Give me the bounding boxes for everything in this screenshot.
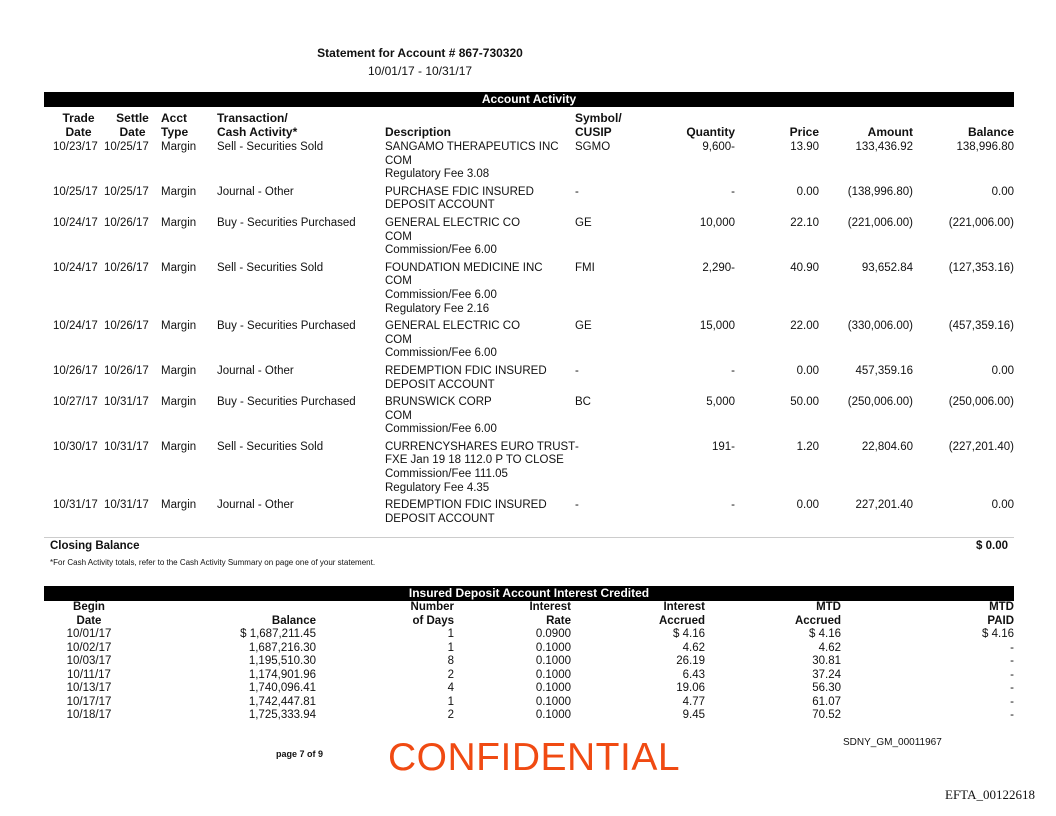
- cell-balance: (457,359.16): [948, 320, 1014, 333]
- cell-amount: 457,359.16: [855, 364, 913, 377]
- cell-type: Margin: [161, 261, 197, 274]
- cell-type: Margin: [161, 499, 197, 512]
- cell-type: Margin: [161, 364, 197, 377]
- cell-qty: 2,290-: [702, 261, 735, 274]
- cell-amount: (250,006.00): [847, 396, 913, 409]
- description-line: SANGAMO THERAPEUTICS INC: [385, 141, 559, 153]
- column-header: [134, 601, 316, 615]
- cell-price: 0.00: [796, 185, 819, 198]
- cell-amount: 22,804.60: [861, 440, 913, 453]
- divider: [44, 537, 1014, 538]
- cell-symbol: FMI: [575, 261, 595, 274]
- column-header: Rate: [546, 614, 571, 627]
- cell-symbol: -: [575, 499, 579, 512]
- cell-desc: [385, 186, 575, 217]
- cell-amount: 93,652.84: [861, 261, 913, 274]
- cell-symbol: -: [575, 364, 579, 377]
- cell: $ 4.16: [673, 628, 705, 640]
- cell-type: Margin: [161, 185, 197, 198]
- cell: 1,174,901.96: [248, 668, 316, 681]
- column-header: of Days: [412, 614, 454, 627]
- cell-amount: (330,006.00): [847, 320, 913, 333]
- description-line: GENERAL ELECTRIC CO: [385, 216, 521, 229]
- table-row: [44, 642, 1014, 656]
- cell: 10/03/17: [66, 655, 112, 667]
- cell: 1,195,510.30: [248, 655, 316, 667]
- cell-trade: 10/24/17: [53, 261, 98, 274]
- column-header-line: Description: [385, 125, 452, 139]
- description-line: Commission/Fee 6.00: [385, 244, 497, 257]
- table-row: [44, 682, 1014, 696]
- table-row: [44, 217, 1014, 262]
- cell-price: 13.90: [790, 141, 819, 153]
- table-row: [44, 655, 1014, 669]
- interest-header: Insured Deposit Account Interest Credited: [44, 586, 1014, 601]
- cell: 56.30: [812, 682, 841, 694]
- cell-type: Margin: [161, 141, 197, 153]
- cell: 2: [447, 668, 454, 681]
- cell-type: Margin: [161, 216, 197, 229]
- cell: 1,742,447.81: [248, 695, 316, 708]
- cell-amount: 227,201.40: [855, 499, 913, 512]
- column-header-line: Date: [65, 125, 92, 139]
- cell-symbol: SGMO: [575, 141, 611, 153]
- cell: $ 1,687,211.45: [240, 628, 316, 640]
- description-line: Commission/Fee 6.00: [385, 288, 497, 301]
- cell-settle: 10/26/17: [104, 364, 149, 377]
- cell-desc: [385, 365, 575, 396]
- table-row: [44, 262, 1014, 320]
- cell-price: 22.00: [790, 320, 819, 333]
- column-header: Begin: [73, 601, 105, 613]
- cell-settle: 10/31/17: [104, 499, 149, 512]
- column-header-line: Settle: [116, 111, 149, 125]
- column-header: PAID: [987, 614, 1014, 627]
- cell: 1,725,333.94: [248, 709, 316, 721]
- cell: -: [1010, 682, 1014, 694]
- cell: 1: [447, 695, 454, 708]
- column-header-line: Quantity: [686, 125, 735, 139]
- confidential-stamp: CONFIDENTIAL: [388, 736, 681, 779]
- cell: 10/13/17: [66, 682, 112, 694]
- cell-settle: 10/31/17: [104, 440, 149, 453]
- cell-trade: 10/23/17: [53, 141, 98, 153]
- cell: 10/02/17: [66, 641, 112, 654]
- cell-price: 22.10: [790, 216, 819, 229]
- table-row: [44, 396, 1014, 441]
- cell-txn: Buy - Securities Purchased: [217, 320, 356, 333]
- cell: 0.1000: [535, 641, 571, 654]
- cell-txn: Buy - Securities Purchased: [217, 216, 356, 229]
- cell: 0.1000: [535, 709, 571, 721]
- cell: 0.1000: [535, 655, 571, 667]
- cell-desc: [385, 499, 575, 530]
- cell-desc: [385, 217, 575, 262]
- cell-settle: 10/25/17: [104, 185, 149, 198]
- cell-desc: [385, 320, 575, 365]
- column-header: [385, 111, 575, 141]
- description-line: COM: [385, 409, 412, 422]
- table-row: [44, 709, 1014, 723]
- cell-amount: (138,996.80): [847, 185, 913, 198]
- cell-balance: 0.00: [991, 499, 1014, 512]
- interest-table: [44, 601, 1014, 723]
- description-line: COM: [385, 230, 412, 243]
- column-header: [913, 111, 1014, 141]
- cell: 6.43: [682, 668, 705, 681]
- cell: 30.81: [812, 655, 841, 667]
- description-line: FOUNDATION MEDICINE INC: [385, 261, 543, 274]
- description-line: COM: [385, 333, 412, 346]
- column-header-line: CUSIP: [575, 125, 612, 139]
- cell: 8: [447, 655, 454, 667]
- cell-desc: [385, 396, 575, 441]
- column-header: [161, 111, 217, 141]
- bates-number: SDNY_GM_00011967: [843, 737, 942, 748]
- cell: $ 4.16: [809, 628, 841, 640]
- cell-price: 1.20: [796, 440, 819, 453]
- account-activity-header: Account Activity: [44, 92, 1014, 107]
- cell: 9.45: [682, 709, 705, 721]
- cell-qty: -: [731, 499, 735, 512]
- cell: $ 4.16: [982, 628, 1014, 640]
- cell-type: Margin: [161, 396, 197, 409]
- cell-balance: 0.00: [991, 185, 1014, 198]
- cell-symbol: -: [575, 440, 579, 453]
- account-activity-table: [44, 111, 1014, 530]
- cell-txn: Sell - Securities Sold: [217, 440, 324, 453]
- cell-qty: 15,000: [699, 320, 735, 333]
- description-line: DEPOSIT ACCOUNT: [385, 378, 495, 391]
- cell: 2: [447, 709, 454, 721]
- column-header: MTD: [989, 601, 1014, 613]
- cell-symbol: -: [575, 185, 579, 198]
- table-row: [44, 696, 1014, 710]
- cell-symbol: GE: [575, 320, 592, 333]
- cell-type: Margin: [161, 440, 197, 453]
- column-header: [575, 111, 645, 141]
- cell-txn: Buy - Securities Purchased: [217, 396, 356, 409]
- column-header-line: Acct: [161, 111, 188, 125]
- cell-desc: [385, 141, 575, 186]
- cell-trade: 10/31/17: [53, 499, 98, 512]
- description-line: BRUNSWICK CORP: [385, 396, 492, 409]
- column-header-line: Type: [161, 125, 189, 139]
- column-header: Date: [76, 614, 102, 627]
- description-line: Regulatory Fee 3.08: [385, 168, 490, 181]
- cell-qty: 5,000: [706, 396, 735, 409]
- cell: 4.77: [682, 695, 705, 708]
- cell: 0.1000: [535, 668, 571, 681]
- cell-qty: -: [731, 185, 735, 198]
- cell: 1,687,216.30: [248, 641, 316, 654]
- description-line: REDEMPTION FDIC INSURED: [385, 364, 547, 377]
- cell: 4.62: [682, 641, 705, 654]
- description-line: Regulatory Fee 2.16: [385, 302, 490, 315]
- cell-qty: -: [731, 364, 735, 377]
- cell-trade: 10/26/17: [53, 364, 98, 377]
- cell: 0.1000: [535, 682, 571, 694]
- cell-price: 50.00: [790, 396, 819, 409]
- cell: 10/18/17: [66, 709, 112, 721]
- cell: 70.52: [812, 709, 841, 721]
- cell: 61.07: [812, 695, 841, 708]
- cell-symbol: GE: [575, 216, 592, 229]
- cell-balance: (227,201.40): [948, 440, 1014, 453]
- cell-qty: 191-: [711, 440, 735, 453]
- cell: 37.24: [812, 668, 841, 681]
- column-header-line: Transaction/: [217, 111, 288, 125]
- cell: -: [1010, 709, 1014, 721]
- column-header: Balance: [271, 614, 316, 627]
- cell-price: 40.90: [790, 261, 819, 274]
- cell: 10/01/17: [66, 628, 112, 640]
- column-header-line: Price: [789, 125, 819, 139]
- cell-trade: 10/25/17: [53, 185, 98, 198]
- column-header: Accrued: [794, 614, 841, 627]
- page-number: page 7 of 9: [276, 749, 324, 759]
- cell-trade: 10/27/17: [53, 396, 98, 409]
- cell-price: 0.00: [796, 499, 819, 512]
- column-header-line: Cash Activity*: [217, 125, 298, 139]
- closing-balance-value: $ 0.00: [976, 540, 1008, 552]
- cell: -: [1010, 641, 1014, 654]
- cell-amount: (221,006.00): [847, 216, 913, 229]
- cell-txn: Journal - Other: [217, 364, 294, 377]
- cell-trade: 10/24/17: [53, 216, 98, 229]
- footnote: *For Cash Activity totals, refer to the Cash Activity Summary on page one of your statement.: [50, 558, 376, 567]
- cell-qty: 10,000: [699, 216, 735, 229]
- table-row: [44, 669, 1014, 683]
- table-row: [44, 499, 1014, 530]
- table-row: [44, 141, 1014, 186]
- column-header-line: Symbol/: [575, 111, 622, 125]
- column-header-line: Balance: [967, 125, 1014, 139]
- cell-balance: (250,006.00): [948, 396, 1014, 409]
- description-line: Commission/Fee 6.00: [385, 347, 497, 360]
- cell-type: Margin: [161, 320, 197, 333]
- description-line: Commission/Fee 111.05: [385, 468, 508, 481]
- column-header-line: Date: [119, 125, 146, 139]
- cell-settle: 10/26/17: [104, 261, 149, 274]
- column-header: Interest: [529, 601, 571, 613]
- column-header: Number: [410, 601, 454, 613]
- column-header: [735, 111, 819, 141]
- cell-desc: [385, 262, 575, 320]
- cell: 1,740,096.41: [248, 682, 316, 694]
- cell: 1: [447, 641, 454, 654]
- description-line: COM: [385, 275, 412, 288]
- cell-desc: [385, 441, 575, 499]
- cell-txn: Sell - Securities Sold: [217, 261, 324, 274]
- cell-txn: Journal - Other: [217, 499, 294, 512]
- description-line: DEPOSIT ACCOUNT: [385, 512, 495, 525]
- column-header: Accrued: [658, 614, 705, 627]
- table-row: [44, 441, 1014, 499]
- cell: -: [1010, 695, 1014, 708]
- cell: 4.62: [818, 641, 841, 654]
- cell-settle: 10/26/17: [104, 216, 149, 229]
- cell-settle: 10/26/17: [104, 320, 149, 333]
- column-header: [645, 111, 735, 141]
- cell: 4: [447, 682, 454, 694]
- column-header: [819, 111, 913, 141]
- closing-balance-label: Closing Balance: [50, 540, 140, 552]
- cell-amount: 133,436.92: [855, 141, 913, 153]
- cell-settle: 10/25/17: [104, 141, 149, 153]
- description-line: COM: [385, 154, 412, 167]
- column-header: [44, 111, 104, 141]
- statement-period: 10/01/17 - 10/31/17: [367, 64, 473, 78]
- cell-txn: Journal - Other: [217, 185, 294, 198]
- cell-balance: (127,353.16): [948, 261, 1014, 274]
- column-header-line: Amount: [867, 125, 913, 139]
- table-row: [44, 628, 1014, 642]
- description-line: REDEMPTION FDIC INSURED: [385, 499, 547, 512]
- cell: 10/11/17: [67, 668, 111, 681]
- cell-qty: 9,600-: [702, 141, 735, 153]
- description-line: PURCHASE FDIC INSURED: [385, 185, 534, 198]
- cell-trade: 10/30/17: [53, 440, 98, 453]
- cell-txn: Sell - Securities Sold: [217, 141, 324, 153]
- description-line: DEPOSIT ACCOUNT: [385, 199, 495, 212]
- cell: -: [1010, 655, 1014, 667]
- efta-number: EFTA_00122618: [945, 787, 1035, 802]
- column-header: [104, 111, 161, 141]
- cell: 1: [447, 628, 454, 640]
- column-header: [217, 111, 385, 141]
- cell-price: 0.00: [796, 364, 819, 377]
- cell: 0.0900: [535, 628, 571, 640]
- description-line: FXE Jan 19 18 112.0 P TO CLOSE: [385, 454, 564, 467]
- cell-symbol: BC: [575, 396, 591, 409]
- table-row: [44, 320, 1014, 365]
- column-header: MTD: [816, 601, 841, 613]
- description-line: CURRENCYSHARES EURO TRUST: [385, 440, 576, 453]
- cell-trade: 10/24/17: [53, 320, 98, 333]
- table-row: [44, 186, 1014, 217]
- cell: 0.1000: [535, 695, 571, 708]
- column-header: Interest: [663, 601, 705, 613]
- statement-title: Statement for Account # 867-730320: [317, 46, 523, 60]
- cell-balance: (221,006.00): [948, 216, 1014, 229]
- cell: 19.06: [676, 682, 705, 694]
- cell: -: [1010, 668, 1014, 681]
- description-line: GENERAL ELECTRIC CO: [385, 320, 521, 333]
- cell-balance: 138,996.80: [956, 141, 1014, 153]
- description-line: Commission/Fee 6.00: [385, 423, 497, 436]
- table-row: [44, 365, 1014, 396]
- cell-balance: 0.00: [991, 364, 1014, 377]
- column-header-line: Trade: [62, 111, 95, 125]
- cell-settle: 10/31/17: [104, 396, 149, 409]
- cell: 26.19: [676, 655, 705, 667]
- cell: 10/17/17: [66, 695, 112, 708]
- description-line: Regulatory Fee 4.35: [385, 481, 490, 494]
